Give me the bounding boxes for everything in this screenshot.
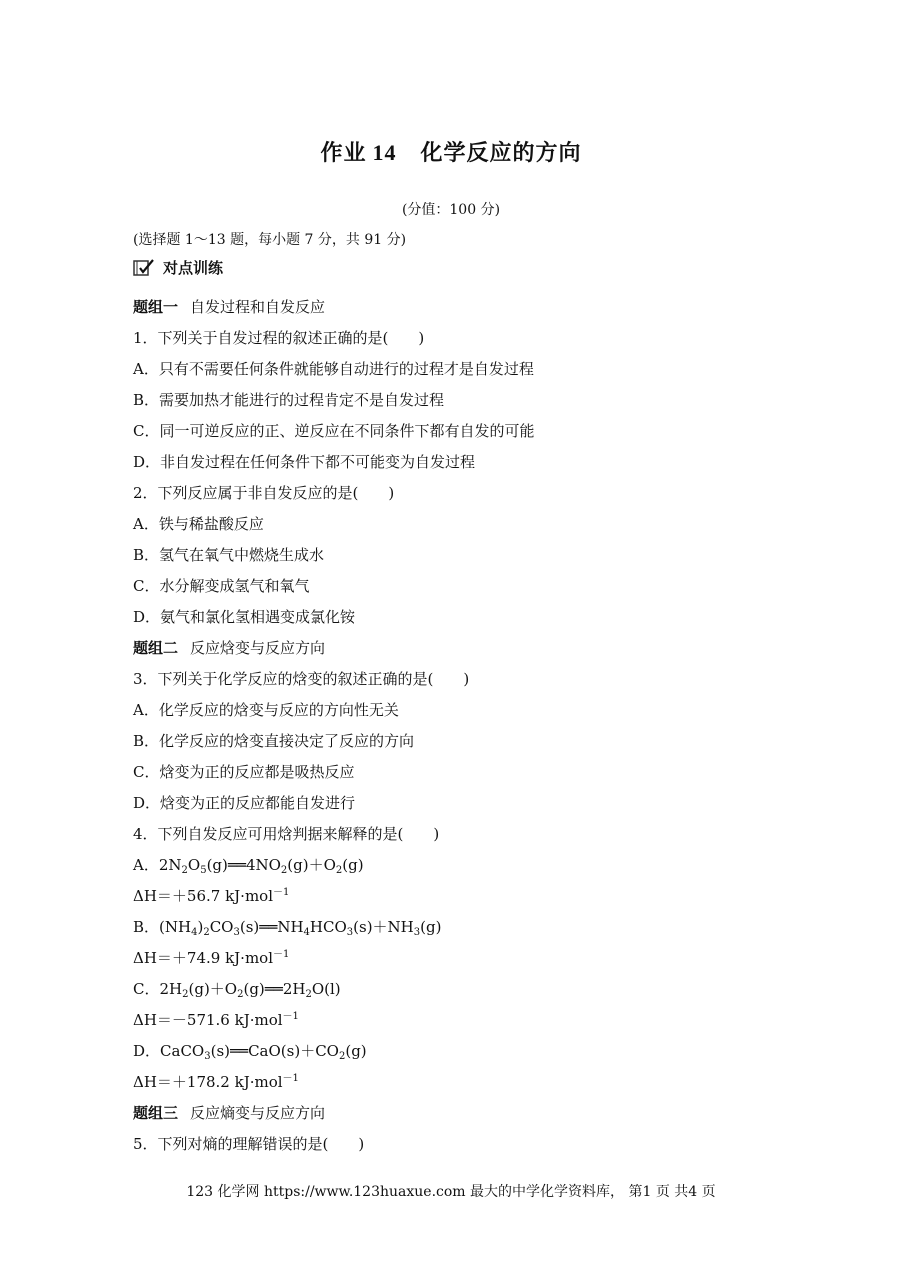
question-2-option-b: B．氢气在氧气中燃烧生成水 [133, 546, 325, 564]
question-3-stem: 3．下列关于化学反应的焓变的叙述正确的是( ) [133, 670, 470, 688]
question-3-option-b: B．化学反应的焓变直接决定了反应的方向 [133, 732, 415, 750]
question-4-option-c: C．$2H_2(g)+O_2(g)══2H_2O(l)$ [133, 980, 341, 1000]
question-1-option-b: B．需要加热才能进行的过程肯定不是自发过程 [133, 391, 445, 409]
question-4-stem: 4．下列自发反应可用焓判据来解释的是( ) [133, 825, 440, 843]
checkmark-box-icon [133, 258, 155, 276]
question-3-option-d: D．焓变为正的反应都能自发进行 [133, 794, 356, 812]
score-line: (分值：100 分) [401, 202, 501, 218]
page-title: 作业 14 化学反应的方向 [320, 140, 582, 166]
question-2-stem: 2．下列反应属于非自发反应的是( ) [133, 484, 395, 502]
question-4-option-c-enthalpy: ΔH＝－571.6 kJ·mol$^{-1}$ [133, 1011, 299, 1029]
question-2-option-d: D．氨气和氯化氢相遇变成氯化铵 [133, 608, 356, 626]
section-heading [133, 256, 223, 278]
question-5-stem: 5．下列对熵的理解错误的是( ) [133, 1135, 365, 1153]
page-footer: 123 化学网 https://www.123huaxue.com 最大的中学化学资料库， 第1 页 共4 页 [186, 1184, 716, 1200]
group-heading-3: 题组三 反应熵变与反应方向 [133, 1104, 326, 1122]
question-1-stem: 1．下列关于自发过程的叙述正确的是( ) [133, 329, 425, 347]
instruction-note: (选择题 1～13 题，每小题 7 分，共 91 分) [133, 232, 407, 248]
question-1-option-c: C．同一可逆反应的正、逆反应在不同条件下都有自发的可能 [133, 422, 535, 440]
question-4-option-d: D．$CaCO_3(s)══CaO(s)+CO_2(g)$ [133, 1042, 367, 1062]
question-4-option-b-enthalpy: ΔH＝＋74.9 kJ·mol$^{-1}$ [133, 949, 290, 967]
question-4-option-a-enthalpy: ΔH＝＋56.7 kJ·mol$^{-1}$ [133, 887, 290, 905]
group-heading-1: 题组一 自发过程和自发反应 [133, 298, 326, 316]
question-4-option-b: B．$(NH_4)_2CO_3(s)══NH_4HCO_3(s)+NH_3(g)$ [133, 918, 442, 938]
question-1-option-d: D．非自发过程在任何条件下都不可能变为自发过程 [133, 453, 476, 471]
question-4-option-a: A．$2N_2O_5(g)══4NO_2(g)+O_2(g)$ [133, 856, 364, 876]
group-heading-2: 题组二 反应焓变与反应方向 [133, 639, 326, 657]
question-2-option-a: A．铁与稀盐酸反应 [133, 515, 264, 533]
section-label: 对点训练 [163, 258, 224, 277]
question-4-option-d-enthalpy: ΔH＝＋178.2 kJ·mol$^{-1}$ [133, 1073, 299, 1091]
question-3-option-a: A．化学反应的焓变与反应的方向性无关 [133, 701, 399, 719]
question-2-option-c: C．水分解变成氢气和氧气 [133, 577, 310, 595]
question-1-option-a: A．只有不需要任何条件就能够自动进行的过程才是自发过程 [133, 360, 534, 378]
question-3-option-c: C．焓变为正的反应都是吸热反应 [133, 763, 355, 781]
